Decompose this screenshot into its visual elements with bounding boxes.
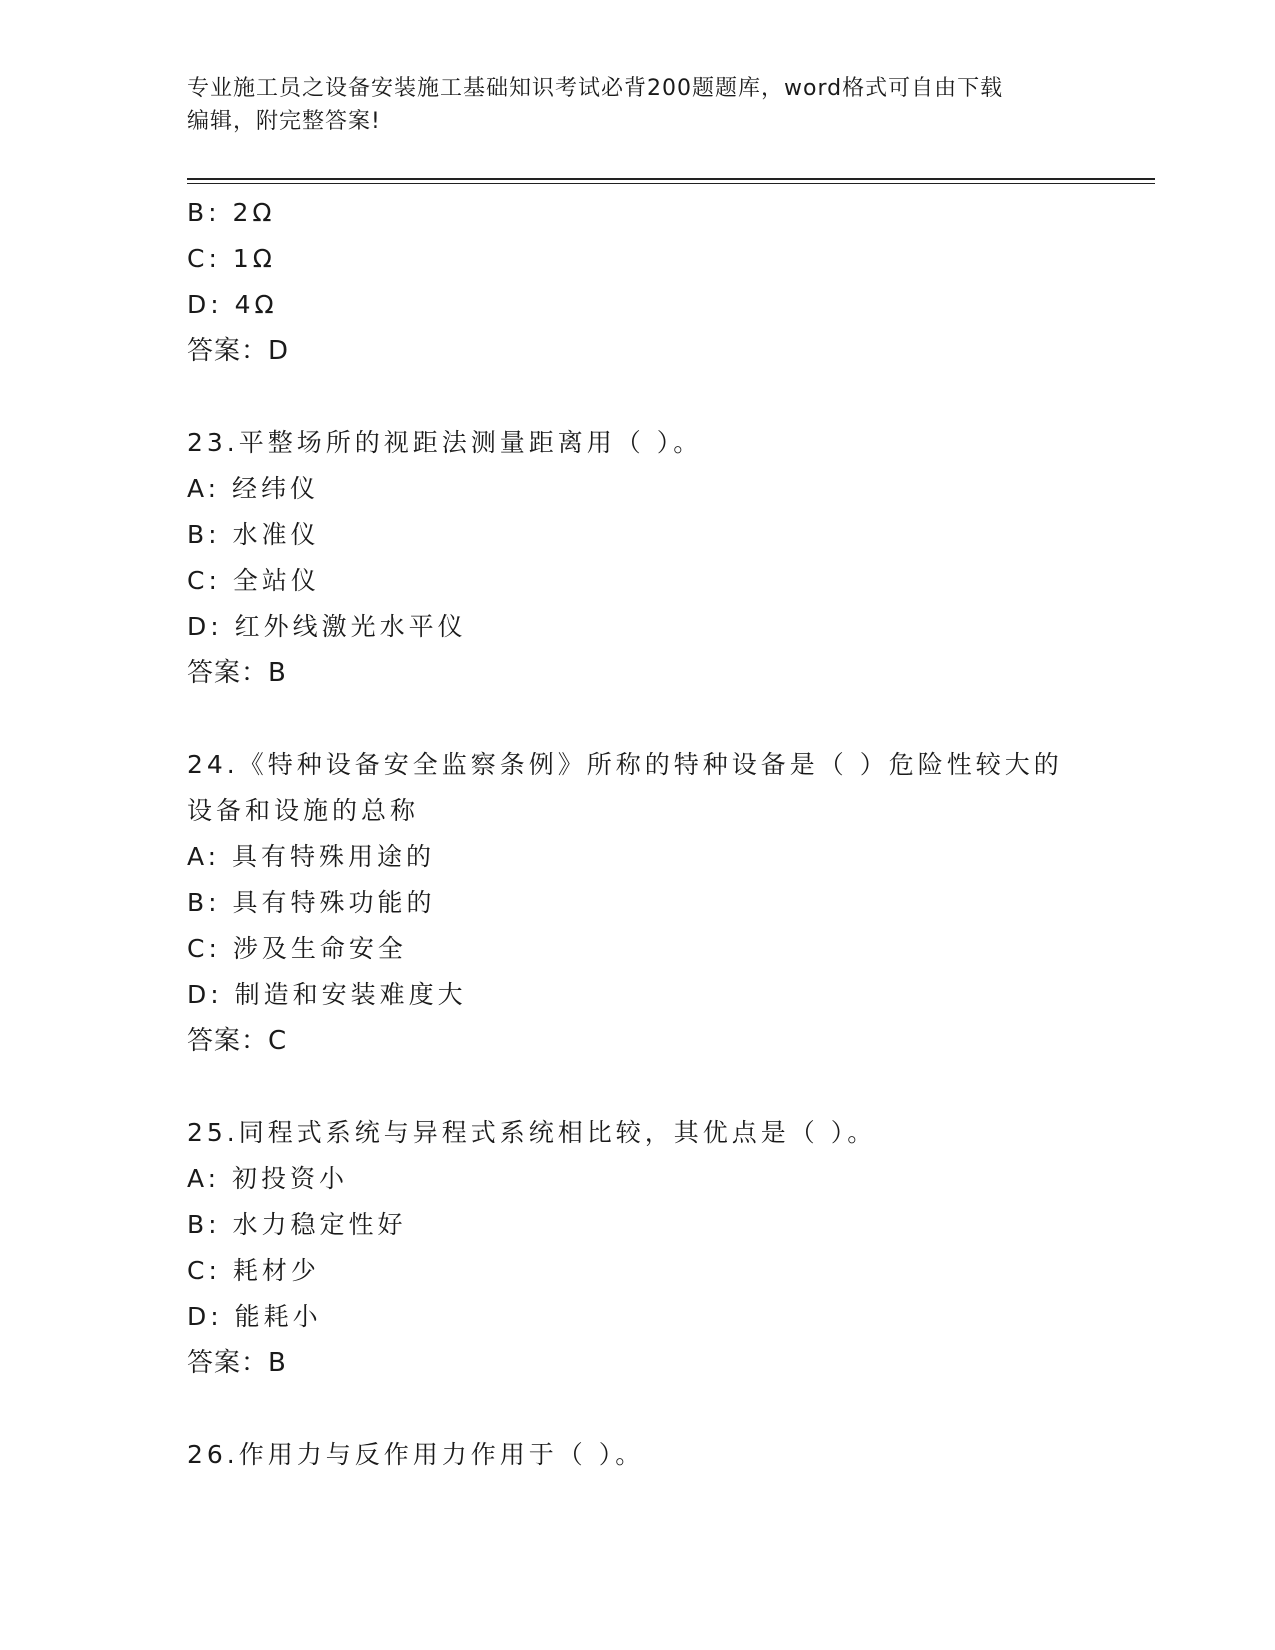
answer-line: 答案：B <box>187 658 287 688</box>
question-text: 25.同程式系统与异程式系统相比较，其优点是（ ）。 <box>187 1118 877 1147</box>
option-c: C: 全站仪 <box>187 566 320 595</box>
question-text-line-1: 24.《特种设备安全监察条例》所称的特种设备是（ ）危险性较大的 <box>187 750 1063 779</box>
option-a: A: 经纬仪 <box>187 474 320 503</box>
option-a: A: 具有特殊用途的 <box>187 842 436 871</box>
answer-line: 答案：C <box>187 1026 288 1056</box>
question-text-line-2: 设备和设施的总称 <box>187 796 420 825</box>
document-body <box>187 190 1087 1478</box>
question-text: 26.作用力与反作用力作用于（ ）。 <box>187 1440 645 1469</box>
header-rule-thick <box>187 178 1155 180</box>
question-text: 23.平整场所的视距法测量距离用（ ）。 <box>187 428 703 457</box>
option-b: B: 水力稳定性好 <box>187 1210 407 1239</box>
prev-question-block <box>187 190 1087 374</box>
question-23 <box>187 420 1087 696</box>
option-b: B: 具有特殊功能的 <box>187 888 436 917</box>
header-line-2: 编辑，附完整答案! <box>187 109 381 134</box>
option-d: D: 能耗小 <box>187 1302 322 1331</box>
question-24 <box>187 742 1087 1064</box>
option-d: D: 红外线激光水平仪 <box>187 612 467 641</box>
header-rule-thin <box>187 183 1155 184</box>
answer-line: 答案：B <box>187 1348 287 1378</box>
option-b: B: 2Ω <box>187 198 276 227</box>
option-d: D: 4Ω <box>187 290 278 319</box>
question-25 <box>187 1110 1087 1386</box>
page-header <box>187 72 1087 138</box>
option-a: A: 初投资小 <box>187 1164 349 1193</box>
option-b: B: 水准仪 <box>187 520 320 549</box>
option-c: C: 耗材少 <box>187 1256 320 1285</box>
option-d: D: 制造和安装难度大 <box>187 980 467 1009</box>
question-26 <box>187 1432 1087 1478</box>
answer-line: 答案：D <box>187 336 290 366</box>
option-c: C: 涉及生命安全 <box>187 934 407 963</box>
header-line-1: 专业施工员之设备安装施工基础知识考试必背200题题库，word格式可自由下载 <box>187 76 1004 101</box>
option-c: C: 1Ω <box>187 244 276 273</box>
